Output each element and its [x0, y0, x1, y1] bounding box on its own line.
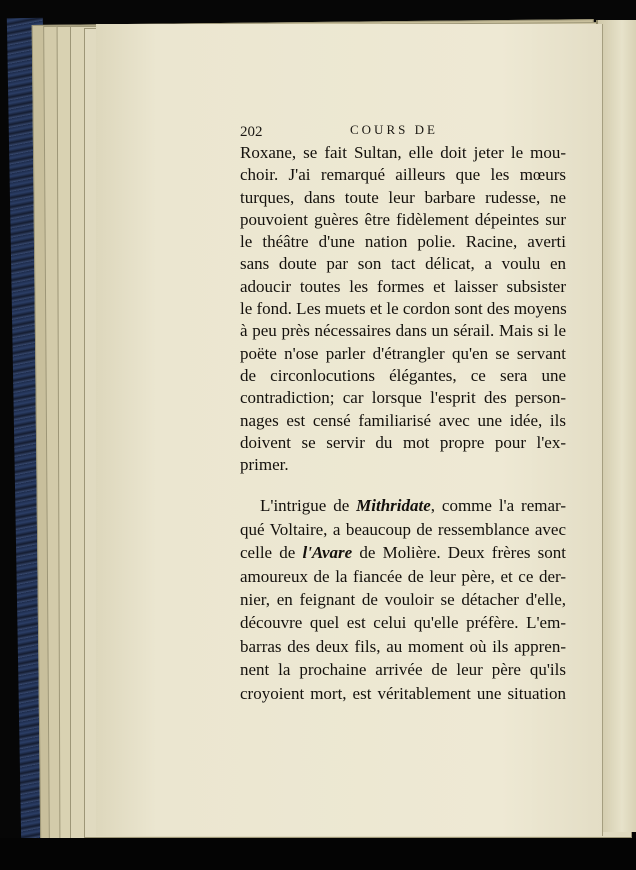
text-line: primer. [240, 455, 289, 475]
page-text [240, 142, 566, 705]
text-line: à peu près nécessaires dans un sérail. Mais si le [240, 321, 566, 341]
text-line: croyoient mort, est véritablement une situation [240, 683, 566, 703]
text-line: pouvoient guères être fidèlement dépeintes sur [240, 209, 566, 229]
paragraph-1 [240, 142, 566, 476]
text-run: celle de [240, 543, 303, 563]
page-number: 202 [240, 124, 263, 140]
running-head: COURS DE [350, 122, 438, 137]
text-line [240, 494, 566, 517]
text-line: turques, dans toute leur barbare rudesse, ne [240, 187, 566, 207]
text-line: qué Voltaire, a beaucoup de ressemblance avec [240, 519, 566, 539]
text-line: découvre quel est celui qu'elle préfère. L'em- [240, 613, 566, 633]
text-line: choir. J'ai remarqué ailleurs que les mœurs [240, 165, 566, 185]
text-line: nages est censé familiarisé avec une idée, ils [240, 410, 566, 430]
text-line: Roxane, se fait Sultan, elle doit jeter le mou- [240, 143, 566, 162]
text-line: contradiction; car lorsque l'esprit des person- [240, 388, 566, 408]
text-line: amoureux de la fiancée de leur père, et ce der- [240, 566, 566, 586]
text-line [240, 541, 566, 564]
paragraph-2 [240, 494, 566, 705]
text-line: barras des deux fils, au moment où ils appren- [240, 636, 566, 656]
text-line: doivent se servir du mot propre pour l'ex- [240, 432, 566, 452]
text-line: le fond. Les muets et le cordon sont des moyens [240, 299, 567, 319]
text-line: nier, en feignant de vouloir se détacher d'elle, [240, 590, 566, 610]
text-run: de Molière. Deux frères sont [352, 543, 566, 563]
text-line: sans doute par son tact délicat, a voulu en [240, 254, 566, 274]
text-run: L'intrigue de [260, 496, 357, 516]
work-title-mithridate: Mithridate [356, 496, 431, 516]
text-line: de circonlocutions élégantes, ce sera une [240, 365, 566, 385]
text-line: le théâtre d'une nation polie. Racine, averti [240, 232, 566, 252]
scan-background [0, 838, 636, 870]
text-line: poëte n'ose parler d'étrangler qu'en se servant [240, 343, 566, 363]
text-run: , comme l'a remar- [430, 496, 566, 516]
work-title-avare: l'Avare [302, 543, 353, 563]
text-line: adoucir toutes les formes et laisser subsister [240, 276, 566, 296]
text-line: nent la prochaine arrivée de leur père qu'ils [240, 660, 566, 680]
